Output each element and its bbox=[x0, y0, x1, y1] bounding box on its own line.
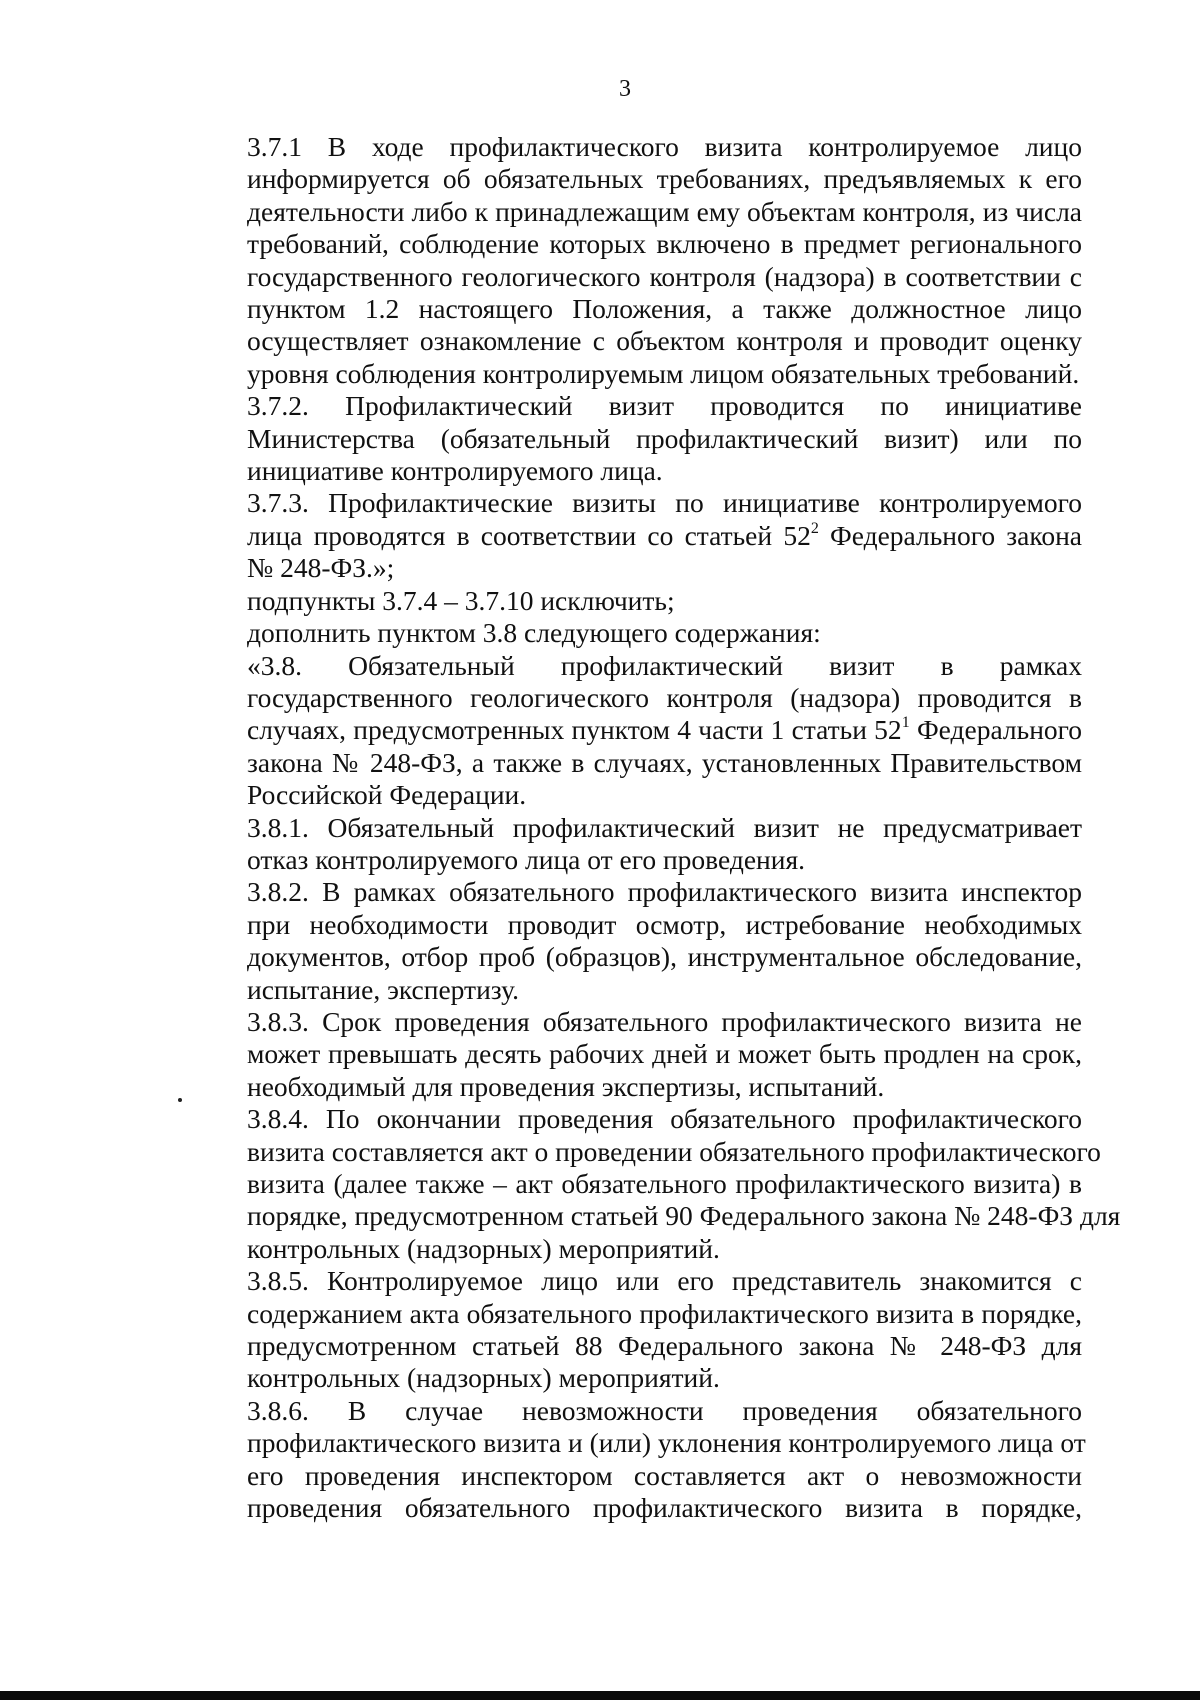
paragraph-3-7-3 bbox=[175, 487, 1082, 584]
paragraph-add-point bbox=[175, 617, 1082, 649]
text-line: подпункты 3.7.4 – 3.7.10 исключить; bbox=[247, 584, 675, 616]
text-line: 3.7.1 В ходе профилактического визита контролируемое лицо bbox=[247, 131, 1082, 162]
text-line: 3.7.2. Профилактический визит проводится по инициативе bbox=[247, 390, 1082, 422]
text-line: 3.8.4. По окончании проведения обязательного профилактического bbox=[247, 1103, 1082, 1135]
text-line: испытание, экспертизу. bbox=[247, 973, 519, 1005]
text-line: 3.8.1. Обязательный профилактический визит не предусматривает bbox=[247, 811, 1082, 843]
text-line: визита (далее также – акт обязательного профилактического визита) в bbox=[247, 1168, 1082, 1199]
text-line-with-superscript bbox=[175, 714, 1082, 746]
paragraph-3-7-2 bbox=[175, 390, 1082, 487]
page-number: 3 bbox=[619, 76, 631, 102]
text-line: профилактического визита и (или) уклонения контролируемого лица от bbox=[247, 1427, 1086, 1459]
paragraph-subpoints-exclude bbox=[175, 585, 1082, 617]
text-line: осуществляет ознакомление с объектом контроля и проводит оценку bbox=[247, 325, 1082, 357]
paragraph-3-8-6 bbox=[175, 1394, 1086, 1525]
text-line: «3.8. Обязательный профилактический визит в рамках bbox=[247, 649, 1082, 681]
text-line: Министерства (обязательный профилактический визит) или по bbox=[247, 422, 1082, 454]
text-line: необходимый для проведения экспертизы, испытаний. bbox=[247, 1070, 885, 1102]
text-line: требований, соблюдение которых включено в предмет регионального bbox=[247, 228, 1082, 260]
text-line: контрольных (надзорных) мероприятий. bbox=[247, 1362, 720, 1394]
text-line: 3.8.5. Контролируемое лицо или его представитель знакомится с bbox=[247, 1265, 1082, 1297]
text-line: инициативе контролируемого лица. bbox=[247, 455, 663, 487]
text-line: 3.8.3. Срок проведения обязательного профилактического визита не bbox=[247, 1005, 1082, 1037]
text-fragment: случаях, предусмотренных пунктом 4 части 1 статьи 52 bbox=[247, 714, 902, 746]
scan-speck bbox=[178, 1098, 182, 1102]
text-line: его проведения инспектором составляется акт о невозможности bbox=[247, 1459, 1082, 1491]
paragraph-3-8-5 bbox=[175, 1265, 1082, 1395]
text-line: закона № 248-ФЗ, а также в случаях, установленных Правительством bbox=[247, 746, 1082, 778]
text-line: контрольных (надзорных) мероприятий. bbox=[247, 1232, 720, 1264]
text-line: визита составляется акт о проведении обязательного профилактического bbox=[247, 1135, 1101, 1167]
text-line: деятельности либо к принадлежащим ему объектам контроля, из числа bbox=[247, 195, 1082, 227]
text-fragment: лица проводятся в соответствии со статьей 52 bbox=[247, 519, 811, 551]
superscript: 2 bbox=[810, 519, 819, 537]
text-line: отказ контролируемого лица от его проведения. bbox=[247, 843, 805, 875]
paragraph-3-8-4 bbox=[175, 1103, 1121, 1265]
text-line: Российской Федерации. bbox=[247, 779, 527, 811]
text-line: № 248-ФЗ.»; bbox=[247, 552, 395, 584]
paragraph-3-8-1 bbox=[175, 812, 1082, 877]
document-body bbox=[175, 131, 1121, 1524]
text-line: содержанием акта обязательного профилактического визита в порядке, bbox=[247, 1297, 1082, 1329]
text-line: проведения обязательного профилактического визита в порядке, bbox=[247, 1492, 1082, 1524]
text-line: предусмотренном статьей 88 Федерального закона № 248-ФЗ для bbox=[247, 1330, 1082, 1362]
text-line: порядке, предусмотренном статьей 90 Федерального закона № 248-ФЗ для bbox=[247, 1200, 1121, 1232]
text-line: документов, отбор проб (образцов), инструментальное обследование, bbox=[247, 941, 1082, 973]
text-fragment: Федерального bbox=[909, 714, 1082, 746]
text-line-with-superscript bbox=[175, 520, 1082, 552]
superscript: 1 bbox=[901, 714, 910, 732]
scan-bottom-edge bbox=[0, 1691, 1200, 1700]
paragraph-3-8-2 bbox=[175, 876, 1082, 1006]
text-line: пунктом 1.2 настоящего Положения, а также должностное лицо bbox=[247, 293, 1082, 325]
text-line: может превышать десять рабочих дней и может быть продлен на срок, bbox=[247, 1038, 1082, 1070]
text-line: 3.8.2. В рамках обязательного профилактического визита инспектор bbox=[247, 876, 1082, 908]
text-line: при необходимости проводит осмотр, истребование необходимых bbox=[247, 908, 1082, 940]
paragraph-3-8-3 bbox=[175, 1006, 1082, 1103]
text-line: государственного геологического контроля (надзора) в соответствии с bbox=[247, 260, 1082, 292]
text-line: 3.7.3. Профилактические визиты по инициативе контролируемого bbox=[247, 487, 1082, 519]
text-line: уровня соблюдения контролируемым лицом обязательных требований. bbox=[247, 357, 1080, 389]
text-line: информируется об обязательных требованиях, предъявляемых к его bbox=[247, 163, 1082, 195]
paragraph-3-7-1 bbox=[175, 131, 1082, 390]
text-fragment: Федерального закона bbox=[818, 519, 1082, 551]
text-line: 3.8.6. В случае невозможности проведения обязательного bbox=[247, 1394, 1082, 1426]
text-line: дополнить пунктом 3.8 следующего содержания: bbox=[247, 617, 821, 649]
text-line: государственного геологического контроля (надзора) проводится в bbox=[247, 681, 1082, 713]
paragraph-3-8 bbox=[175, 650, 1082, 812]
